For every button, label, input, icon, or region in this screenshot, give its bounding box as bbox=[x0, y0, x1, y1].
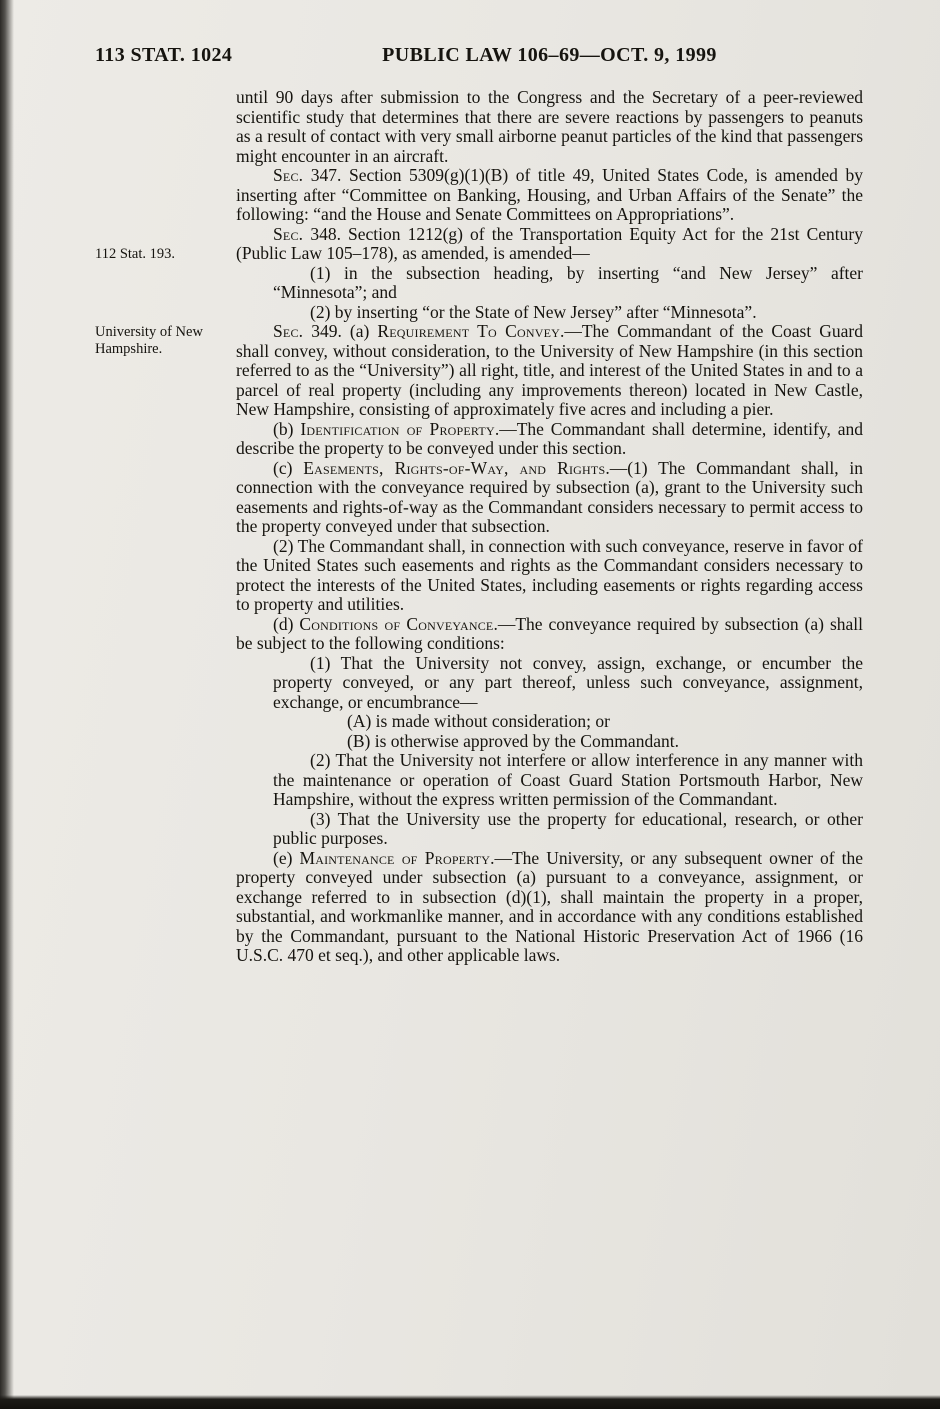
paragraph bbox=[236, 88, 863, 166]
margin-note: 112 Stat. 193. bbox=[95, 246, 176, 262]
scan-bottom-edge-shadow bbox=[0, 1395, 940, 1409]
text-run: .—(1) The Commandant shall, in connection with the conveyance required by subsection (a), grant to the University such easements and rights-of-way as the Commandant considers necessary to permit access to the property conveyed under that subsection. bbox=[236, 457, 863, 536]
paragraph bbox=[273, 810, 863, 849]
paragraph bbox=[95, 223, 863, 264]
text-run: (B) is otherwise approved by the Commandant. bbox=[347, 730, 679, 751]
scan-left-edge-shadow bbox=[0, 0, 14, 1409]
text-run: .—The University, or any subsequent owner of the property conveyed under subsection (a) pursuant to a conveyance, assignment, or exchange referred to in subsection (d)(1), shall maintain the property in a proper, substantial, and workmanlike manner, and in accordance with any conditions established by the Commandant, pursuant to the National Historic Preservation Act of 1966 (16 U.S.C. 470 et seq.), and other applicable laws. bbox=[236, 847, 863, 965]
text-run: 349. (a) bbox=[303, 321, 378, 341]
paragraph bbox=[273, 264, 863, 303]
paragraph bbox=[236, 849, 863, 966]
text-run: (1) in the subsection heading, by inserting “and New Jersey” after “Minnesota”; and bbox=[273, 262, 863, 302]
paragraph bbox=[236, 615, 863, 654]
smallcaps-run: Identification of Property bbox=[300, 418, 495, 439]
paragraph bbox=[236, 166, 863, 225]
text-run: until 90 days after submission to the Congress and the Secretary of a peer-reviewed scientific study that determines that there are severe reactions by passengers to peanuts as a result of contact with very small airborne peanut particles of the kind that passengers might encounter in an aircraft. bbox=[236, 87, 863, 166]
smallcaps-run: Conditions of Conveyance bbox=[299, 613, 494, 634]
stat-page-number: 113 STAT. 1024 bbox=[95, 44, 233, 66]
margin-note: University of New Hampshire. bbox=[95, 324, 203, 357]
smallcaps-run: Sec. bbox=[273, 165, 304, 185]
paragraph bbox=[310, 712, 863, 732]
text-run: .—The Commandant shall determine, identify, and describe the property to be conveyed under this section. bbox=[236, 418, 863, 458]
paragraph bbox=[236, 420, 863, 459]
text-run: .—The Commandant of the Coast Guard shall convey, without consideration, to the University of New Hampshire (in this section referred to as the “University”) all right, title, and interest of the United States in and to a parcel of real property (including any improvements thereon) located in New Castle, New Hampshire, consisting of approximately five acres and including a pier. bbox=[236, 321, 863, 419]
paragraph bbox=[273, 303, 863, 323]
smallcaps-run: Maintenance of Property bbox=[299, 847, 491, 868]
text-run: (b) bbox=[273, 418, 301, 439]
smallcaps-run: Sec. bbox=[273, 321, 304, 341]
paragraph bbox=[95, 321, 863, 420]
text-run: (1) That the University not convey, assign, exchange, or encumber the property conveyed, or any part thereof, unless such conveyance, assignment, exchange, or encumbrance— bbox=[273, 652, 863, 712]
text-run: (c) bbox=[273, 457, 304, 478]
paragraph bbox=[236, 537, 863, 615]
text-run: (2) That the University not interfere or allow interference in any manner with the maintenance or operation of Coast Guard Station Portsmouth Harbor, New Hampshire, without the express written permission of the Commandant. bbox=[273, 750, 863, 809]
text-run: (e) bbox=[273, 847, 300, 868]
paragraph bbox=[273, 751, 863, 810]
paragraph bbox=[310, 732, 863, 752]
text-run: (d) bbox=[273, 613, 300, 634]
paragraph bbox=[273, 654, 863, 713]
text-run: .—The conveyance required by subsection (a) shall be subject to the following conditions: bbox=[236, 613, 864, 653]
text-run: 347. Section 5309(g)(1)(B) of title 49, United States Code, is amended by inserting after “Committee on Banking, Housing, and Urban Affairs of the Senate” the following: “and the House and Senate Committees on Appropriations”. bbox=[236, 165, 863, 224]
text-run: (A) is made without consideration; or bbox=[347, 711, 610, 731]
smallcaps-run: Easements, Rights-of-Way, and Rights bbox=[303, 457, 606, 478]
text-run: (2) The Commandant shall, in connection with such conveyance, reserve in favor of the United States such easements and rights as the Commandant considers necessary to protect the interests of the United States, including easements or rights regarding access to property and utilities. bbox=[236, 535, 863, 614]
law-heading: PUBLIC LAW 106–69—OCT. 9, 1999 bbox=[382, 44, 717, 66]
smallcaps-run: Requirement To Convey bbox=[377, 321, 560, 341]
statute-body bbox=[95, 87, 864, 966]
text-run: 348. Section 1212(g) of the Transportation Equity Act for the 21st Century (Public Law 105–178), as amended, is amended— bbox=[236, 223, 863, 263]
paragraph bbox=[236, 459, 863, 537]
text-run: (3) That the University use the property for educational, research, or other public purposes. bbox=[273, 808, 863, 848]
text-run: (2) by inserting “or the State of New Jersey” after “Minnesota”. bbox=[310, 301, 757, 322]
smallcaps-run: Sec. bbox=[273, 223, 304, 244]
